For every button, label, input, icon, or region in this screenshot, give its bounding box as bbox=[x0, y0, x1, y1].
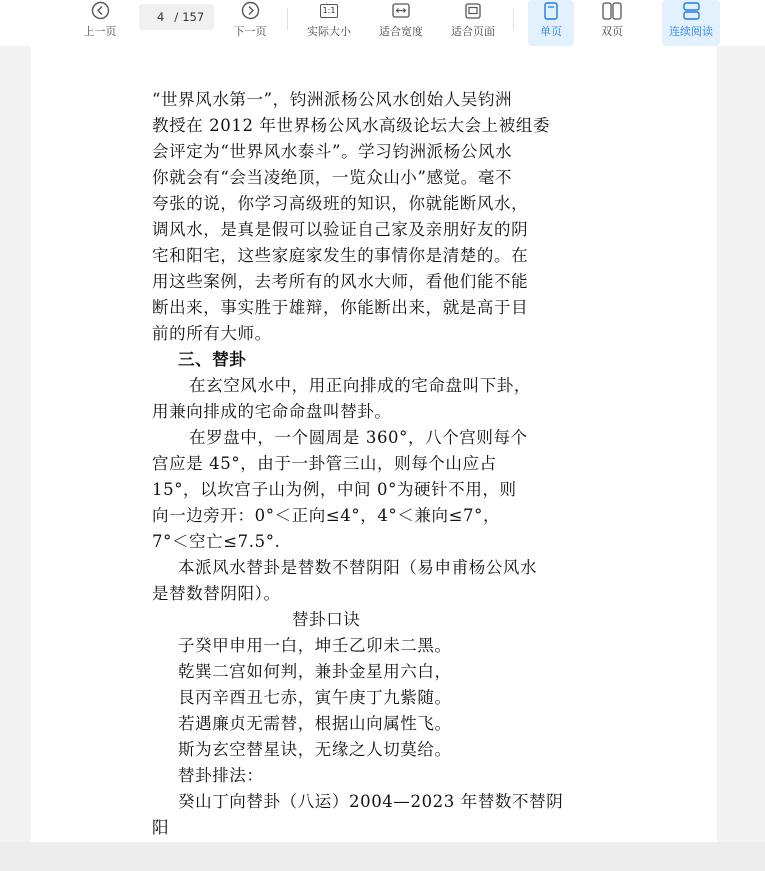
text-line: 向一边旁开：0°＜正向≤4°，4°＜兼向≤7°， bbox=[152, 506, 501, 525]
text-line: 在玄空风水中，用正向排成的宅命盘叫下卦， bbox=[189, 376, 531, 395]
prev-page-button[interactable] bbox=[79, 0, 121, 46]
verse-line: 子癸甲申用一白，坤壬乙卯未二黑。 bbox=[178, 636, 452, 655]
next-page-label: 下一页 bbox=[233, 25, 267, 38]
verse-line: 若遇廉贞无需替，根据山向属性飞。 bbox=[178, 714, 452, 733]
double-page-label: 双页 bbox=[601, 25, 623, 38]
text-line: 15°，以坎宫子山为例，中间 0°为硬针不用，则 bbox=[152, 480, 517, 499]
fit-page-icon bbox=[465, 1, 481, 20]
actual-size-icon-text: 1:1 bbox=[320, 4, 338, 18]
verse-line: 艮丙辛酉丑七赤，寅午庚丁九紫随。 bbox=[178, 688, 452, 707]
fit-page-button[interactable] bbox=[446, 0, 500, 46]
double-page-button[interactable] bbox=[590, 0, 634, 46]
toolbar bbox=[0, 0, 765, 46]
verse-title: 替卦口诀 bbox=[292, 610, 361, 629]
text-line: 替卦排法： bbox=[178, 766, 264, 785]
text-line: 用兼向排成的宅命命盘叫替卦。 bbox=[152, 402, 392, 421]
text-line: 前的所有大师。 bbox=[152, 324, 272, 343]
arrow-left-circle-icon bbox=[91, 1, 110, 20]
continuous-reading-button[interactable] bbox=[662, 0, 720, 46]
text-line: 宫应是 45°，由于一卦管三山，则每个山应占 bbox=[152, 454, 497, 473]
single-page-icon bbox=[544, 1, 558, 20]
text-line: 会评定为“世界风水泰斗”。学习钧洲派杨公风水 bbox=[152, 142, 513, 161]
page-gap bbox=[0, 842, 765, 871]
actual-size-button[interactable] bbox=[301, 0, 357, 46]
continuous-reading-label: 连续阅读 bbox=[669, 25, 713, 38]
text-line: 阳 bbox=[152, 818, 170, 837]
total-pages: 157 bbox=[182, 10, 205, 24]
fit-width-button[interactable] bbox=[374, 0, 428, 46]
current-page-input[interactable]: 4 bbox=[157, 10, 165, 24]
text-line: 本派风水替卦是替数不替阴阳（易申甫杨公风水 bbox=[178, 558, 538, 577]
single-page-button[interactable] bbox=[528, 0, 574, 46]
actual-size-icon bbox=[320, 1, 338, 20]
section-heading: 三、替卦 bbox=[178, 350, 247, 369]
arrow-right-circle-icon bbox=[241, 1, 260, 20]
text-line: 是替数替阴阳）。 bbox=[152, 584, 281, 603]
text-line: 在罗盘中，一个圆周是 360°，八个宫则每个 bbox=[189, 428, 528, 447]
fit-page-label: 适合页面 bbox=[451, 25, 495, 38]
prev-page-label: 上一页 bbox=[83, 25, 117, 38]
text-line: 夸张的说，你学习高级班的知识，你就能断风水， bbox=[152, 194, 529, 213]
single-page-label: 单页 bbox=[540, 25, 562, 38]
fit-width-icon bbox=[392, 1, 410, 20]
text-line: 用这些案例，去考所有的风水大师，看他们能不能 bbox=[152, 272, 529, 291]
fit-width-label: 适合宽度 bbox=[379, 25, 423, 38]
text-line: 断出来，事实胜于雄辩，你能断出来，就是高于目 bbox=[152, 298, 529, 317]
text-line: “世界风水第一”，钧洲派杨公风水创始人吴钧洲 bbox=[152, 90, 513, 109]
double-page-icon bbox=[602, 1, 622, 20]
text-line: 7°＜空亡≤7.5°. bbox=[152, 532, 281, 551]
continuous-reading-icon bbox=[683, 1, 700, 20]
toolbar-divider bbox=[513, 8, 514, 30]
toolbar-divider bbox=[287, 8, 288, 30]
verse-line: 斯为玄空替星诀，无缘之人切莫给。 bbox=[178, 740, 452, 759]
text-line: 调风水，是真是假可以验证自己家及亲朋好友的阴 bbox=[152, 220, 529, 239]
text-line: 癸山丁向替卦（八运）2004—2023 年替数不替阴 bbox=[178, 792, 564, 811]
page-number-box[interactable] bbox=[139, 4, 214, 30]
page-separator: / bbox=[174, 10, 179, 24]
next-page-button[interactable] bbox=[229, 0, 271, 46]
text-line: 教授在 2012 年世界杨公风水高级论坛大会上被组委 bbox=[152, 116, 551, 135]
text-line: 宅和阳宅，这些家庭家发生的事情你是清楚的。在 bbox=[152, 246, 529, 265]
text-line: 你就会有“会当凌绝顶，一览众山小”感觉。毫不 bbox=[152, 168, 513, 187]
verse-line: 乾巽二宫如何判，兼卦金星用六白， bbox=[178, 662, 452, 681]
actual-size-label: 实际大小 bbox=[307, 25, 351, 38]
